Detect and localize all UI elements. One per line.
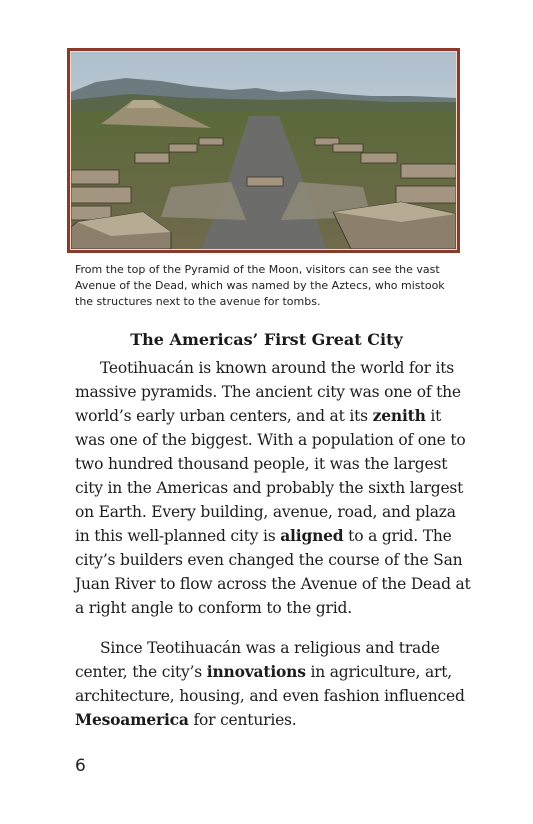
page-number: 6 <box>75 756 86 776</box>
body-paragraph-1 <box>75 356 475 620</box>
teotihuacan-photo <box>71 52 456 249</box>
section-heading: The Americas’ First Great City <box>130 330 403 349</box>
vocab-term-mesoamerica: Mesoamerica <box>75 710 189 729</box>
body-paragraph-2 <box>75 636 475 732</box>
vocab-term-zenith: zenith <box>372 406 426 425</box>
paragraph-text: Since Teotihuacán was a religious and trade center, the city’s <box>75 639 440 681</box>
paragraph-text: Teotihuacán is known around the world for its massive pyramids. The ancient city was one of the world’s early urban centers, and at its <box>75 359 461 425</box>
paragraph-text: in agriculture, art, architecture, housing, and even fashion influenced <box>75 663 465 705</box>
paragraph-text: for centuries. <box>188 711 297 729</box>
vocab-term-aligned: aligned <box>280 526 344 545</box>
photo-frame <box>67 48 460 253</box>
paragraph-text: to a grid. The city’s builders even changed the course of the San Juan River to flow across the Avenue of the Dead at a right angle to conform to the grid. <box>75 527 471 617</box>
paragraph-text: it was one of the biggest. With a population of one to two hundred thousand people, it was the largest city in the Americas and probably the sixth largest on Earth. Every building, avenue, road, and plaza in this well-planned city is <box>75 407 466 545</box>
photo-caption: From the top of the Pyramid of the Moon, visitors can see the vast Avenue of the Dead, which was named by the Aztecs, who mistook the structures next to the avenue for tombs. <box>75 263 445 308</box>
vocab-term-innovations: innovations <box>206 662 306 681</box>
